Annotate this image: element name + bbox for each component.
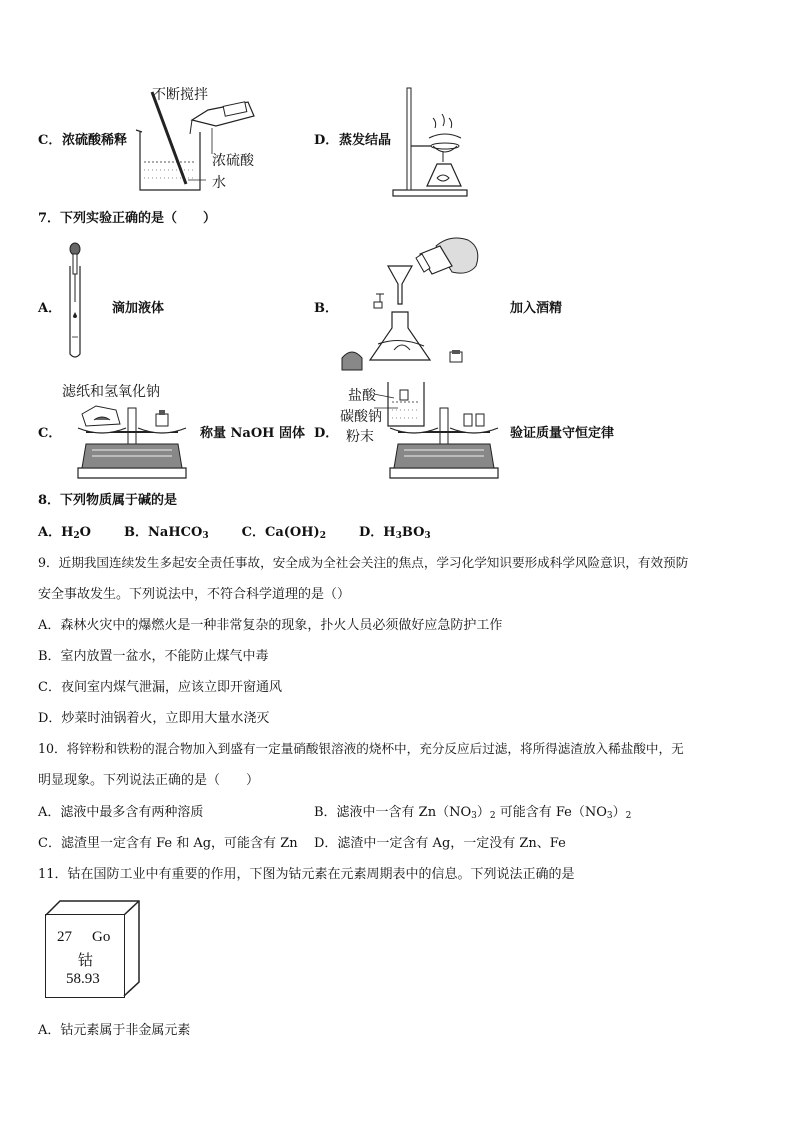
q10-optB: B．滤液中一含有 $Zn(NO_3)_2$ 可能含有 $Fe(NO_3)_2$ [314, 805, 632, 821]
q7-optD-text: 验证质量守恒定律 [510, 426, 615, 441]
q10-optA: A．滤液中最多含有两种溶质 [38, 805, 204, 820]
evaporation-figure [393, 86, 473, 198]
balance-d-figure [384, 376, 504, 480]
q8-optA-letter: A． [38, 525, 62, 540]
q6-optC-text: 浓硫酸稀释 [62, 133, 128, 148]
q8-options [38, 521, 431, 541]
q7-optB-text: 加入酒精 [510, 301, 563, 316]
alcohol-lamp-figure [340, 232, 480, 372]
q10-stem-line1: 10．将锌粉和铁粉的混合物加入到盛有一定量硝酸银溶液的烧杯中，充分反应后过滤，将所得滤渣放入稀盐酸中，无 [38, 741, 684, 756]
q9-stem-line2: 安全事故发生。下列说法中，不符合科学道理的是（） [38, 587, 351, 602]
q7-optA-letter: A． [38, 301, 62, 316]
water-label: 水 [212, 175, 226, 191]
q9-optB: B．室内放置一盆水，不能防止煤气中毒 [38, 649, 269, 664]
q6-optD-letter: D． [314, 133, 339, 148]
conc-acid-label: 浓硫酸 [212, 153, 254, 169]
q8-optB-letter: B． [124, 525, 149, 540]
dropper-figure [62, 242, 92, 362]
balance-c-figure [72, 398, 192, 480]
q10-stem-line2: 明显现象。下列说法正确的是（ ） [38, 773, 260, 788]
q7-optC-text: 称量 NaOH 固体 [200, 426, 305, 441]
q9-stem-line1: 9．近期我国连续发生多起安全责任事故，安全成为全社会关注的焦点，学习化学知识要形成科学风险意识，有效预防 [38, 555, 689, 570]
q8-optC-letter: C． [241, 525, 265, 540]
q7-optB-letter: B． [314, 301, 338, 316]
q9-optC: C．夜间室内煤气泄漏，应该立即开窗通风 [38, 680, 282, 695]
q6-optC-letter: C． [38, 133, 62, 148]
na2co3-label: 碳酸钠 [340, 409, 382, 425]
stir-label: 不断搅拌 [152, 87, 208, 103]
q8-optD-letter: D． [359, 525, 384, 540]
q11-optA: A．钴元素属于非金属元素 [38, 1023, 191, 1038]
filterpaper-naoh-label: 滤纸和氢氧化钠 [62, 384, 160, 400]
q7-stem: 7．下列实验正确的是（ ） [38, 211, 217, 226]
q10-optD: D．滤渣中一定含有 Ag，一定没有 Zn、Fe [314, 836, 566, 851]
q7-optD-letter: D． [314, 426, 339, 441]
q9-optD: D．炒菜时油锅着火，立即用大量水浇灭 [38, 711, 270, 726]
q10-optC: C．滤渣里一定含有 Fe 和 Ag，可能含有 Zn [38, 836, 298, 851]
q6-optD-text: 蒸发结晶 [339, 133, 392, 148]
element-card-3d-edges [45, 900, 141, 998]
element-symbol: Go [92, 929, 111, 945]
hcl-label: 盐酸 [348, 388, 376, 404]
q7-optC-letter: C． [38, 426, 62, 441]
atomic-mass: 58.93 [66, 971, 100, 987]
powder-label: 粉末 [346, 429, 374, 445]
q8-stem: 8．下列物质属于碱的是 [38, 493, 178, 508]
q8-optB-formula: NaHCO$_3$ [148, 525, 209, 541]
atomic-number: 27 [57, 929, 72, 945]
element-name: 钴 [78, 951, 94, 969]
q11-stem: 11．钴在国防工业中有重要的作用，下图为钴元素在元素周期表中的信息。下列说法正确的是 [38, 867, 575, 882]
q8-optC-formula: $Ca(OH)_2$ [265, 525, 326, 541]
q9-optA: A．森林火灾中的爆燃火是一种非常复杂的现象，扑火人员必须做好应急防护工作 [38, 618, 503, 633]
q7-optA-text: 滴加液体 [112, 301, 165, 316]
q8-optA-formula: $H_2O$ [61, 525, 91, 541]
q8-optD-formula: $H_3BO_3$ [383, 525, 431, 541]
